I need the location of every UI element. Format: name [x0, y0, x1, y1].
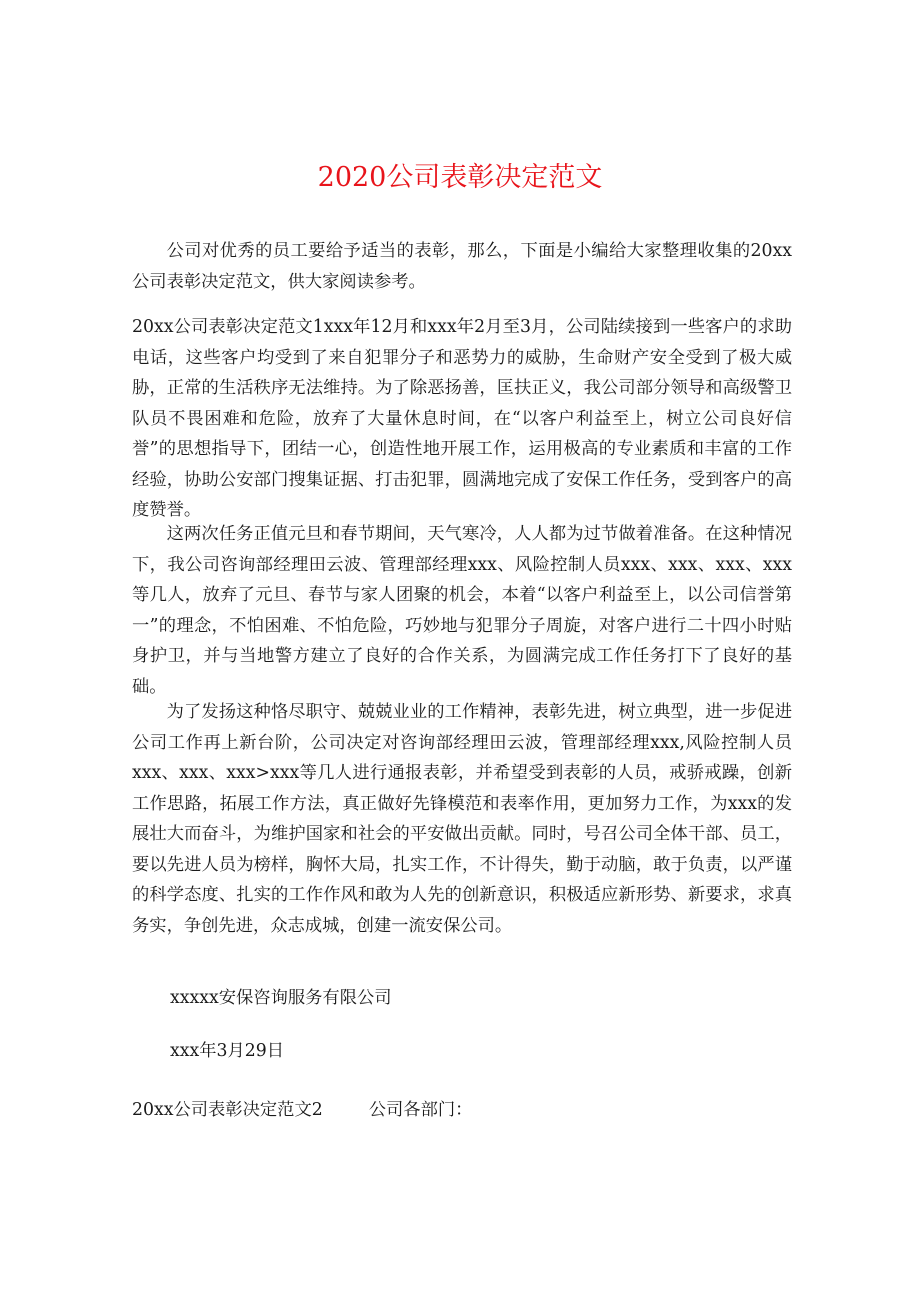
document-title: 2020公司表彰决定范文 — [317, 162, 603, 193]
signature-company: xxxxx安保咨询服务有限公司 — [170, 988, 392, 1008]
signature-date: xxx年3月29日 — [170, 1041, 285, 1061]
section-2-salutation: 公司各部门： — [368, 1100, 473, 1120]
body-paragraph-1: 20xx公司表彰决定范文1xxx年12月和xxx年2月至3月，公司陆续接到一些客户的求助电话，这些客户均受到了来自犯罪分子和恶势力的威胁，生命财产安全受到了极大威胁，正常的生活秩序无法维持。为了除恶扬善，匡扶正义，我公司部分领导和高级警卫队员不畏困难和危险，放弃了大量休息时间，在“以客户利益至上，树立公司良好信誉”的思想指导下，团结一心，创造性地开展工作，运用极高的专业素质和丰富的工作经验，协助公安部门搜集证据、打击犯罪，圆满地完成了安保工作任务，受到客户的高度赞誉。 — [132, 317, 792, 520]
intro-paragraph: 公司对优秀的员工要给予适当的表彰，那么，下面是小编给大家整理收集的20xx公司表彰决定范文，供大家阅读参考。 — [132, 241, 792, 292]
section-2-heading: 20xx公司表彰决定范文2 — [132, 1100, 323, 1120]
body-paragraph-2: 这两次任务正值元旦和春节期间，天气寒冷，人人都为过节做着准备。在这种情况下，我公司咨询部经理田云波、管理部经理xxx、风险控制人员xxx、xxx、xxx、xxx等几人，放弃了元旦、春节与家人团聚的机会，本着“以客户利益至上，以公司信誉第一”的理念，不怕困难、不怕危险，巧妙地与犯罪分子周旋，对客户进行二十四小时贴身护卫，并与当地警方建立了良好的合作关系，为圆满完成工作任务打下了良好的基础。 — [132, 524, 792, 697]
section-2-heading-line — [132, 1095, 472, 1126]
body-paragraph-3: 为了发扬这种恪尽职守、兢兢业业的工作精神，表彰先进，树立典型，进一步促进公司工作再上新台阶，公司决定对咨询部经理田云波，管理部经理xxx,风险控制人员xxx、xxx、xxx>xxx等几人进行通报表彰，并希望受到表彰的人员，戒骄戒躁，创新工作思路，拓展工作方法，真正做好先锋模范和表率作用，更加努力工作，为xxx的发展壮大而奋斗，为维护国家和社会的平安做出贡献。同时，号召公司全体干部、员工，要以先进人员为榜样，胸怀大局，扎实工作，不计得失，勤于动脑，敢于负责，以严谨的科学态度、扎实的工作作风和敢为人先的创新意识，积极适应新形势、新要求，求真务实，争创先进，众志成城，创建一流安保公司。 — [132, 702, 792, 936]
